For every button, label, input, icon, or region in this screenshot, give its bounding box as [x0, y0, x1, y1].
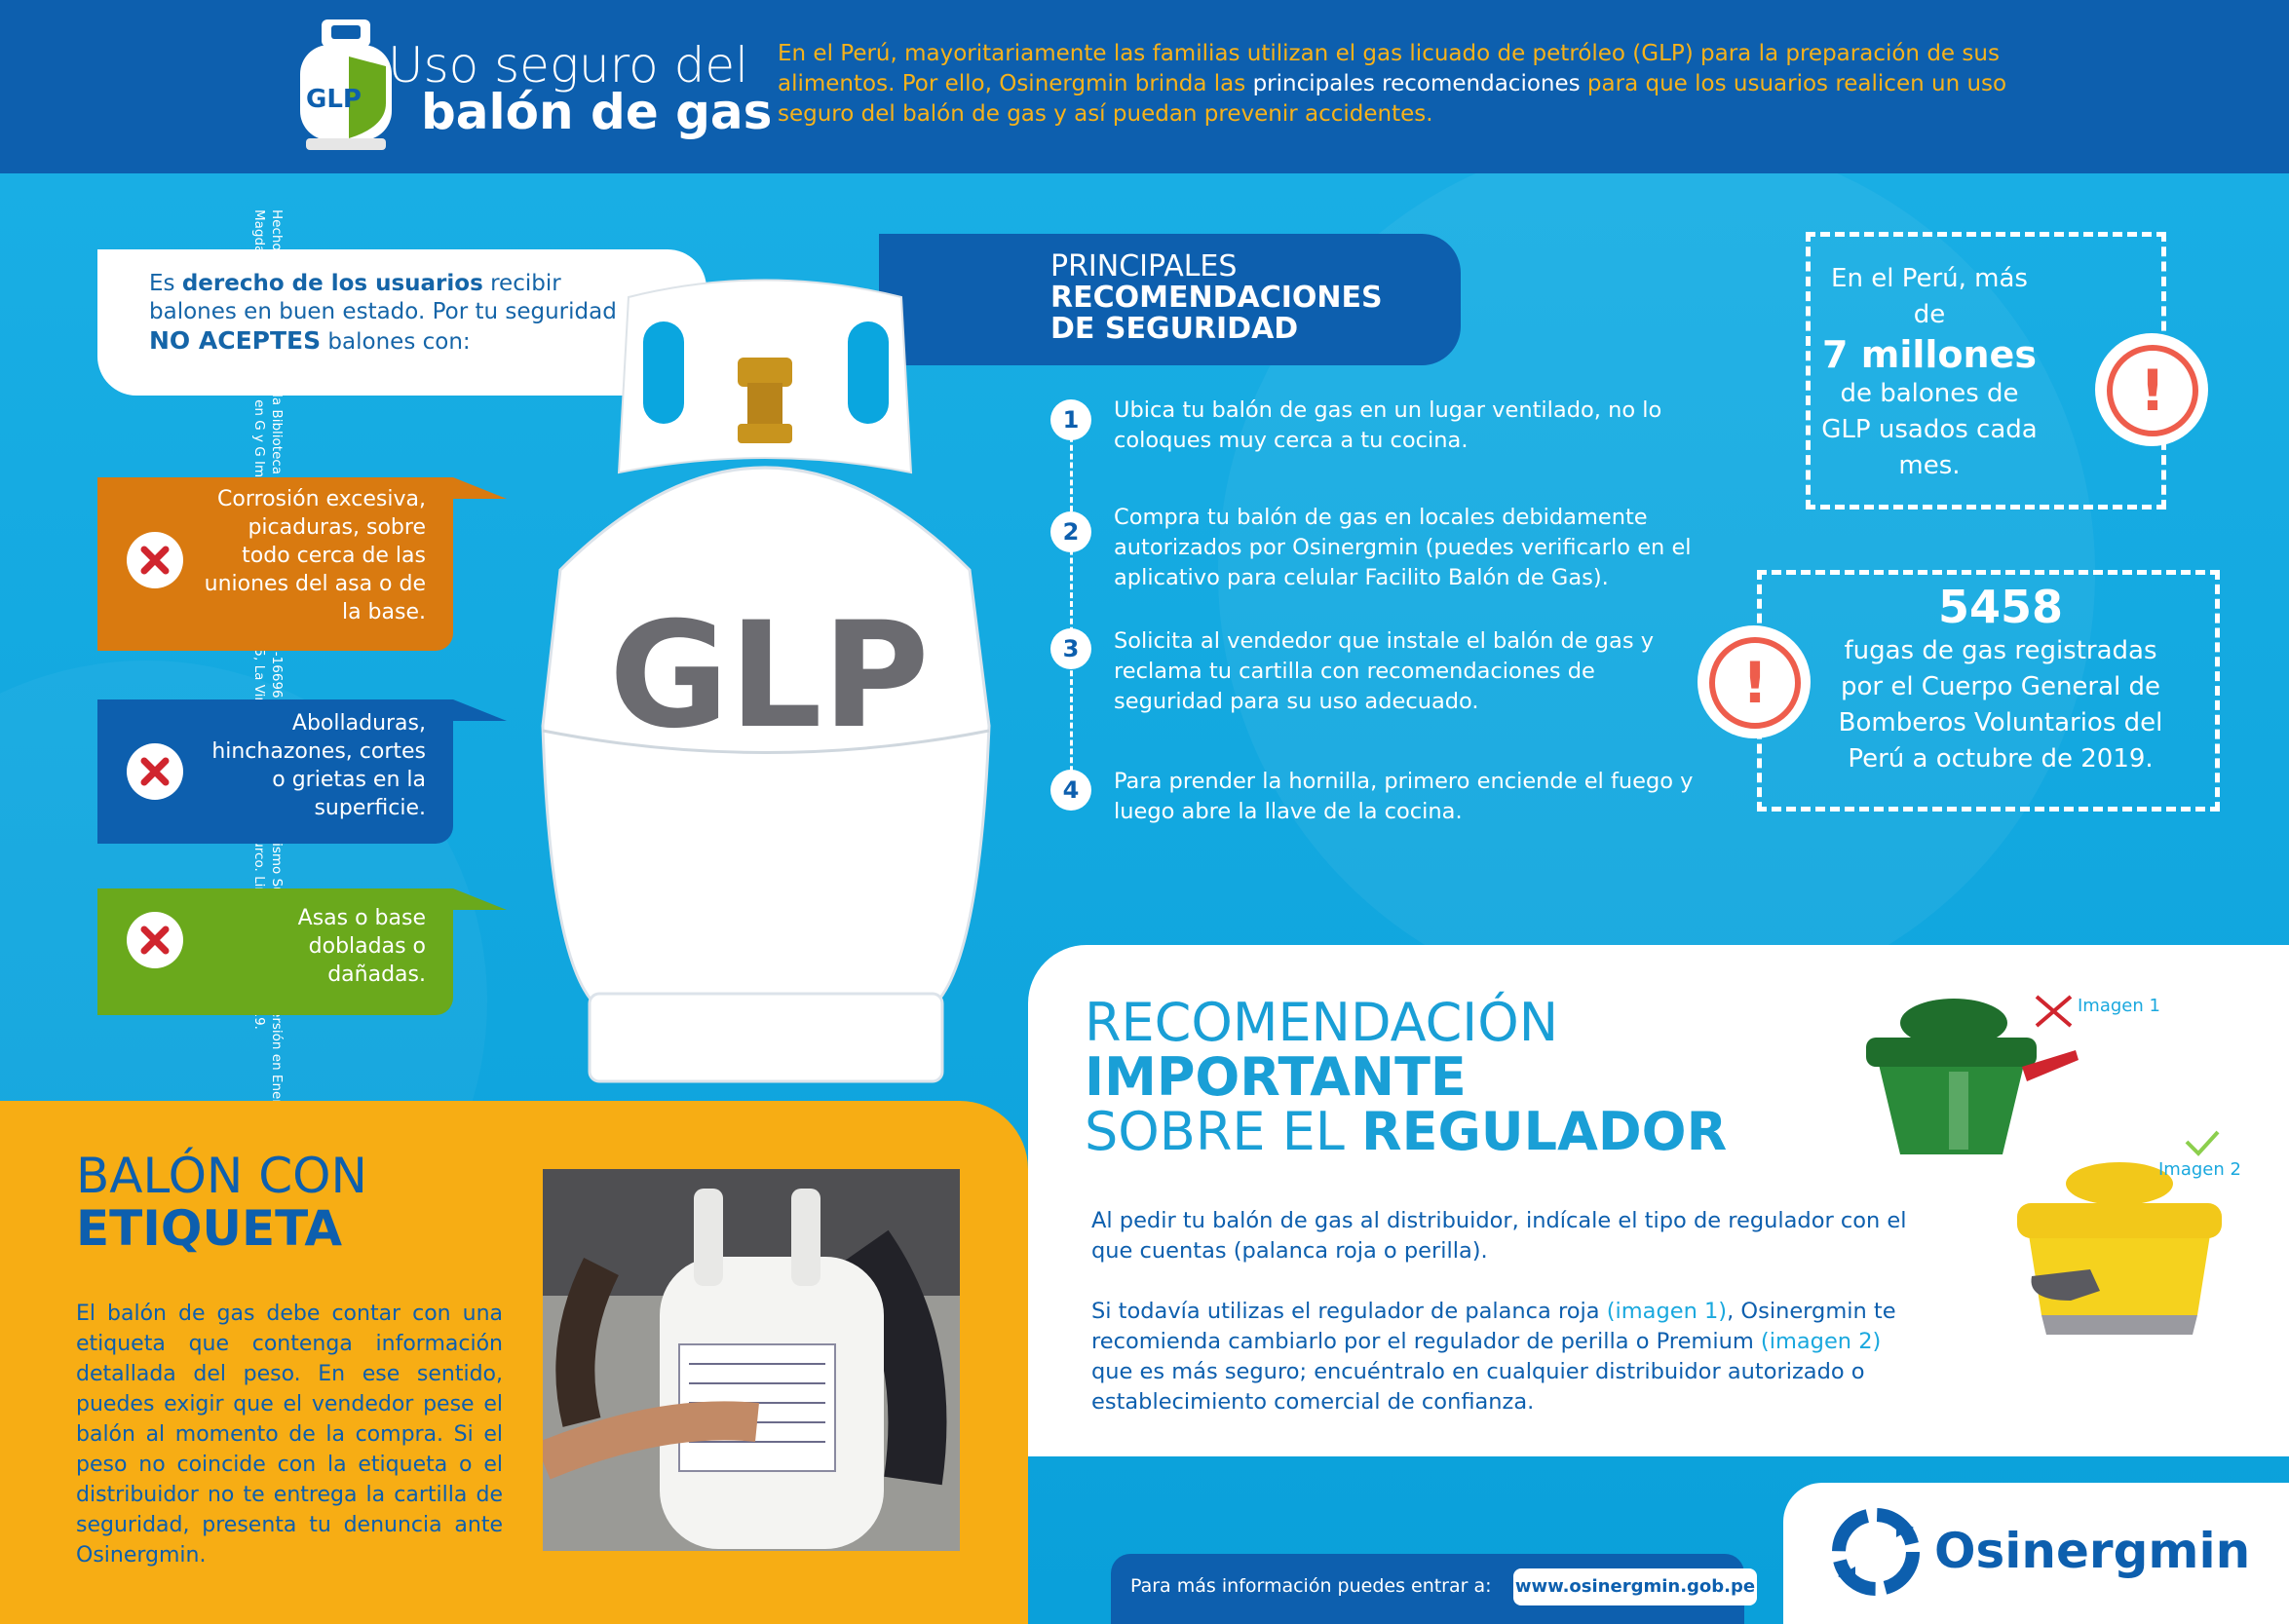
warning-icon: !: [1698, 625, 1811, 738]
step-text: Para prender la hornilla, primero enciende el fuego y luego abre la llave de la cocina.: [1114, 769, 1694, 824]
website-link[interactable]: www.osinergmin.gob.pe: [1513, 1568, 1757, 1605]
steps-connector: [1070, 419, 1073, 789]
alert-tab: [453, 699, 507, 721]
gas-cylinder-logo-icon: [292, 18, 400, 154]
cylinder-label-photo: [543, 1169, 960, 1551]
approve-check-icon: [2183, 1128, 2222, 1157]
step-number: 1: [1050, 399, 1091, 440]
alert-tab: [453, 477, 507, 499]
alert-corrosion: [97, 477, 453, 651]
image-2-caption: Imagen 2: [2158, 1159, 2241, 1180]
page-title-line2: balón de gas: [421, 84, 773, 140]
step-number: 4: [1050, 770, 1091, 811]
regulator-title: RECOMENDACIÓN IMPORTANTE SOBRE EL REGULADOR: [1085, 992, 1728, 1162]
user-rights-text: Es derecho de los usuarios recibir balones en buen estado. Por tu seguridad NO ACEPTES balones con:: [149, 271, 617, 355]
alert-text: Abolladuras, hinchazones, cortes o grietas en la superficie.: [211, 711, 426, 820]
alert-text: Corrosión excesiva, picaduras, sobre todo cerca de las uniones del asa o de la base.: [204, 487, 426, 624]
svg-text:GLP: GLP: [609, 591, 930, 761]
reject-x-icon: [127, 912, 183, 968]
stat-leaks: 5458 fugas de gas registradas por el Cuerpo General de Bomberos Voluntarios del Perú a octubre de 2019.: [1838, 581, 2163, 774]
reject-x-icon: [127, 743, 183, 800]
alert-dents: [97, 699, 453, 844]
step-number: 2: [1050, 511, 1091, 552]
regulator-paragraph-2: Si todavía utilizas el regulador de palanca roja (imagen 1), Osinergmin te recomienda cambiarlo por el regulador de perilla o Premium (imagen 2) que es más seguro; encuéntralo en cualquier distribuidor autorizado o establecimiento comercial de confianza.: [1091, 1299, 1896, 1415]
recommendations-title: PRINCIPALES RECOMENDACIONES DE SEGURIDAD: [1050, 249, 1383, 346]
gas-cylinder-illustration: [521, 268, 1018, 1125]
alert-handles: [97, 888, 453, 1015]
step-text: Compra tu balón de gas en locales debidamente autorizados por Osinergmin (puedes verificarlo en el aplicativo para celular Facilito Balón de Gas).: [1114, 505, 1692, 590]
warning-icon: !: [2095, 333, 2208, 446]
step-text: Solicita al vendedor que instale el balón de gas y reclama tu cartilla con recomendaciones de seguridad para su uso adecuado.: [1114, 628, 1655, 714]
svg-text:GLP: GLP: [306, 85, 362, 114]
stat-cylinders: En el Perú, más de 7 millones de balones de GLP usados cada mes.: [1821, 264, 2038, 480]
brand-name: Osinergmin: [1934, 1523, 2251, 1579]
more-info-label: Para más información puedes entrar a:: [1130, 1575, 1492, 1597]
alert-text: Asas o base dobladas o dañadas.: [297, 906, 426, 987]
image-1-caption: Imagen 1: [2078, 996, 2160, 1016]
reject-x-icon: [127, 532, 183, 588]
osinergmin-logo-icon: [1832, 1508, 1920, 1596]
label-section-body: El balón de gas debe contar con una etiqueta que contenga información detallada del peso. En ese sentido, puedes exigir que el vendedor pese el balón al momento de la compra. Si el peso no coincide con la etiqueta o el distribuidor no te entrega la cartilla de seguridad, presenta tu denuncia ante Osinergmin.: [76, 1302, 503, 1567]
regulator-paragraph-1: Al pedir tu balón de gas al distribuidor, indícale el tipo de regulador con el que cuentas (palanca roja o perilla).: [1091, 1208, 1907, 1264]
intro-paragraph: En el Perú, mayoritariamente las familias utilizan el gas licuado de petróleo (GLP) para la preparación de sus alimentos. Por ello, Osinergmin brinda las principales recomendaciones para que los usuarios realicen un uso seguro del balón de gas y así puedan prevenir accidentes.: [778, 41, 2007, 127]
page-title-line1: Uso seguro del: [388, 37, 748, 94]
label-section-title: BALÓN CON ETIQUETA: [76, 1148, 367, 1257]
step-number: 3: [1050, 628, 1091, 669]
step-text: Ubica tu balón de gas en un lugar ventilado, no lo coloques muy cerca a tu cocina.: [1114, 397, 1662, 453]
knob-regulator-image: [2012, 1154, 2246, 1340]
alert-tab: [453, 888, 507, 910]
reject-cross-icon: [2032, 992, 2076, 1031]
